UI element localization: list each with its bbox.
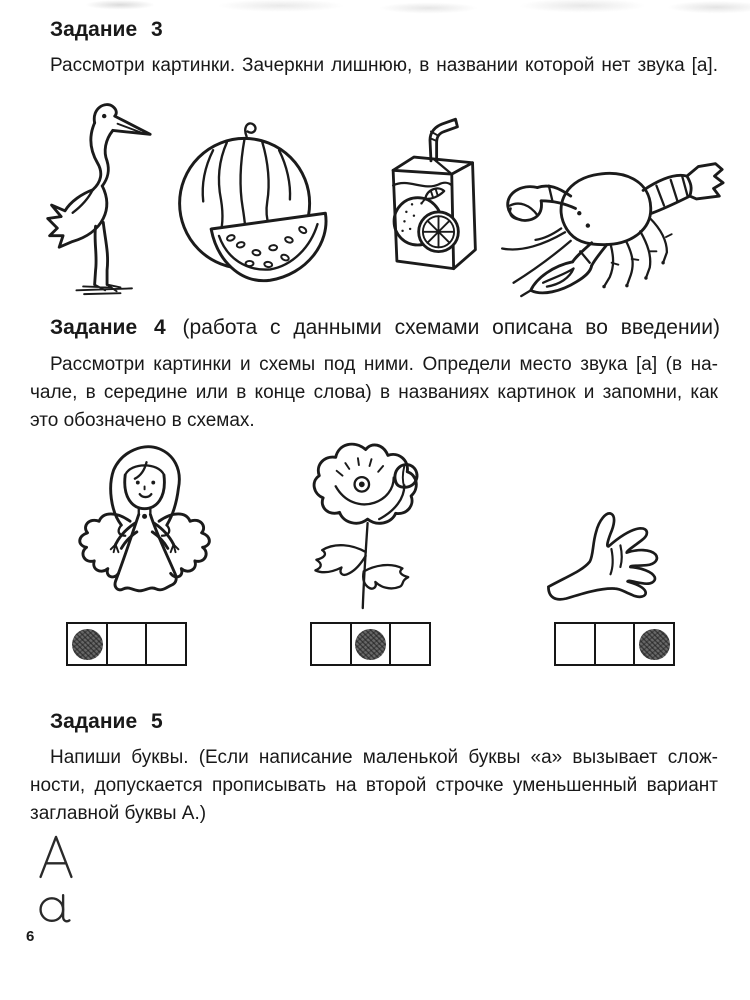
page-number: 6 — [26, 928, 35, 945]
task4-title-line — [50, 316, 720, 340]
filled-sound-marker — [355, 629, 386, 660]
sample-letter-lowercase-a — [38, 887, 72, 924]
scheme-cell — [633, 622, 675, 666]
task4-instruction-line: это обозначено в схемах. — [30, 410, 255, 431]
filled-sound-marker — [72, 629, 103, 660]
task5-instruction — [30, 744, 718, 828]
scheme-cell — [66, 622, 108, 666]
scheme-cell — [350, 622, 392, 666]
scheme-cell — [554, 622, 596, 666]
sample-letter-capital-a — [36, 833, 76, 879]
task4-instruction-line: чале, в середине или в конце слова) в названиях картинок и запомни, как — [30, 382, 718, 403]
task5-instruction-line: ности, допускается прописывать на второй строчке уменьшенный вариант — [30, 775, 718, 796]
task4-instruction — [30, 351, 718, 435]
scheme-cell — [594, 622, 636, 666]
sound-scheme-poppy — [310, 622, 431, 666]
task3-title: Задание 3 — [50, 18, 163, 41]
juice-box-image[interactable] — [378, 110, 482, 276]
filled-sound-marker — [639, 629, 670, 660]
angel-image — [58, 440, 235, 616]
task5-instruction-line: заглавной буквы А.) — [30, 803, 207, 824]
scheme-cell — [310, 622, 352, 666]
sound-scheme-hand — [554, 622, 675, 666]
task3-instruction: Рассмотри картинки. Зачеркни лишнюю, в названии которой нет звука [а]. — [50, 55, 718, 76]
stork-image[interactable] — [40, 96, 155, 297]
task5-title: Задание 5 — [50, 710, 163, 733]
poppy-image — [298, 434, 443, 613]
sound-scheme-angel — [66, 622, 187, 666]
scheme-cell — [389, 622, 431, 666]
crayfish-image[interactable] — [494, 138, 736, 298]
scheme-cell — [145, 622, 187, 666]
hand-image — [543, 486, 678, 603]
task4-title-note: (работа с данными схемами описана во введении) — [182, 316, 720, 339]
task5-instruction-line: Напиши буквы. (Если написание маленькой буквы «а» вызывает слож- — [50, 747, 718, 768]
scheme-cell — [106, 622, 148, 666]
task4-title: Задание 4 — [50, 316, 166, 339]
watermelon-image[interactable] — [163, 99, 340, 296]
scan-artifact-band — [80, 0, 750, 16]
task4-instruction-line: Рассмотри картинки и схемы под ними. Определи место звука [а] (в на- — [50, 354, 718, 375]
